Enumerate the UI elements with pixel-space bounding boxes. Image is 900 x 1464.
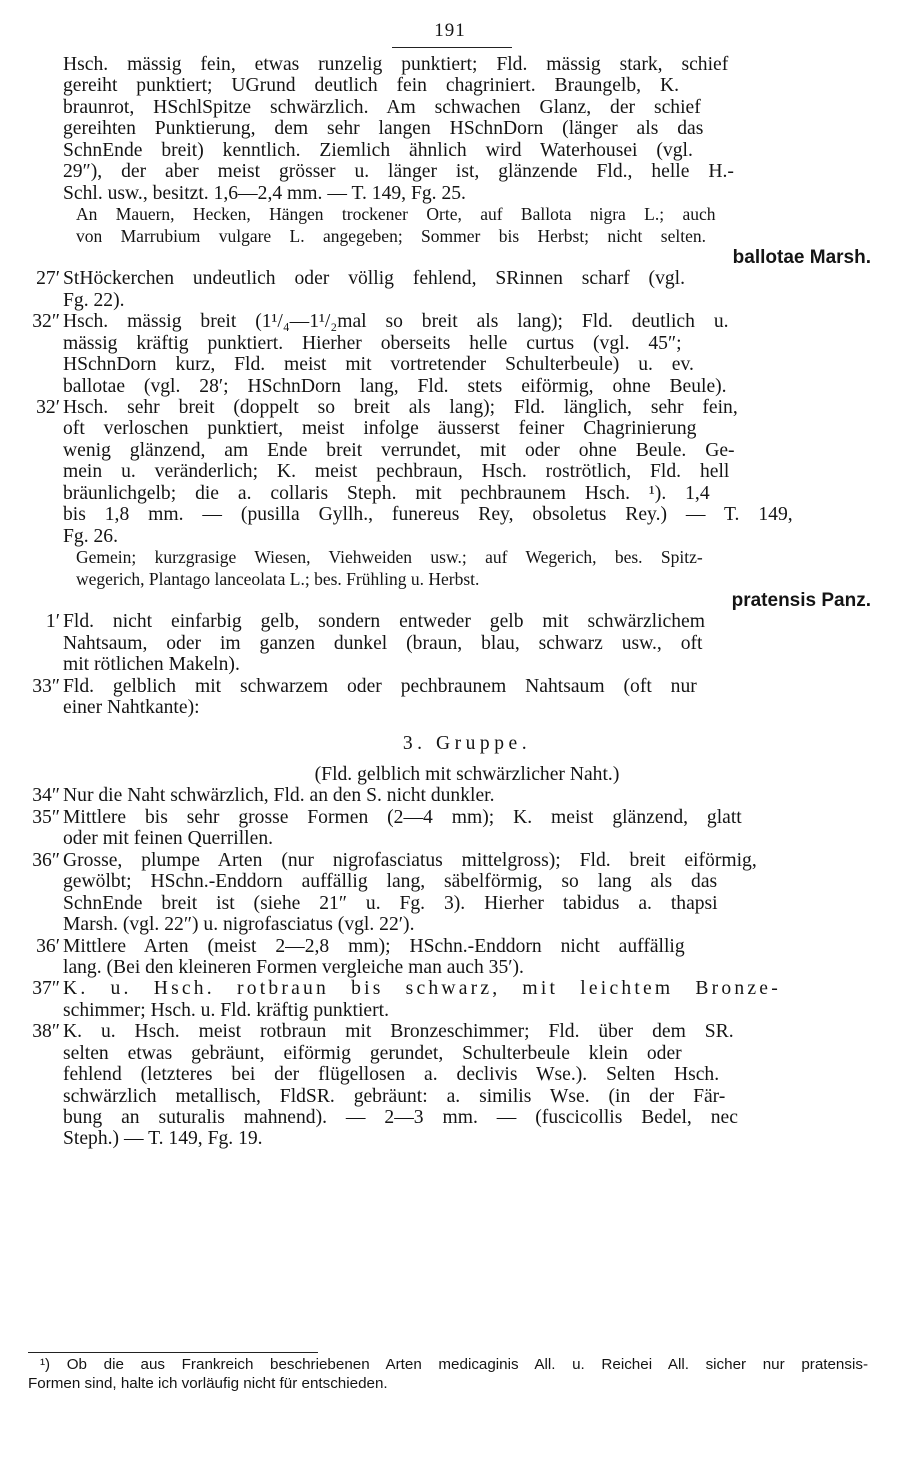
text-line (0, 311, 900, 332)
text-line (0, 590, 900, 611)
footnote-line: ¹) Ob die aus Frankreich beschriebenen Arten medicaginis All. u. Reichei All. sicher nur pratensis- (40, 1356, 868, 1373)
key-text: einer Nahtkante): (63, 697, 200, 719)
footnote (0, 1355, 900, 1393)
text-line (0, 633, 900, 654)
text-line (0, 828, 900, 849)
key-text: fehlend (letzteres bei der flügellosen a. declivis Wse.). Selten Hsch. (63, 1064, 720, 1086)
key-text: oft verloschen punktiert, meist infolge äusserst feiner Chagrinierung (63, 418, 697, 440)
text-line (0, 75, 900, 96)
text-line (0, 483, 900, 504)
key-text: ballotae (vgl. 28′; HSchnDorn lang, Fld. stets eiförmig, ohne Beule). (63, 375, 727, 397)
key-text: mässig kräftig punktiert. Hierher oberseits helle curtus (vgl. 45″; (63, 332, 682, 354)
habitat-note: von Marrubium vulgare L. angegeben; Sommer bis Herbst; nicht selten. (76, 225, 706, 246)
text-line (0, 1021, 900, 1042)
key-text: lang. (Bei den kleineren Formen vergleiche man auch 35′). (63, 956, 524, 978)
key-text: Grosse, plumpe Arten (nur nigrofasciatus mittelgross); Fld. breit eiförmig, (63, 849, 757, 871)
habitat-note: wegerich, Plantago lanceolata L.; bes. Frühling u. Herbst. (76, 568, 480, 589)
key-text: bung an suturalis mahnend). — 2—3 mm. — (fuscicollis Bedel, nec (63, 1107, 738, 1128)
text-line (0, 354, 900, 375)
text-line (0, 376, 900, 397)
text-line (0, 1043, 900, 1064)
key-text: Nur die Naht schwärzlich, Fld. an den S. nicht dunkler. (63, 785, 495, 807)
couplet-number: 1′ (45, 611, 60, 633)
text-line (0, 569, 900, 590)
species-name: pratensis Panz. (731, 589, 871, 611)
key-text: Schl. usw., besitzt. 1,6—2,4 mm. — T. 149, Fg. 25. (63, 182, 466, 204)
key-text: Fld. nicht einfarbig gelb, sondern entweder gelb mit schwärzlichem (63, 611, 705, 633)
couplet-number: 36′ (36, 935, 60, 957)
text-line (0, 697, 900, 718)
text-line (0, 807, 900, 828)
header-rule (392, 47, 512, 48)
spacer (0, 719, 900, 733)
text-line (0, 118, 900, 139)
text-line (0, 764, 900, 785)
key-text: Fg. 22). (63, 289, 125, 311)
text-line (0, 611, 900, 632)
habitat-note: Gemein; kurzgrasige Wiesen, Viehweiden usw.; auf Wegerich, bes. Spitz- (76, 547, 703, 568)
spacer (0, 754, 900, 764)
text-line (0, 440, 900, 461)
key-text: bis 1,8 mm. — (pusilla Gyllh., funereus Rey, obsoletus Rey.) — T. 149, (63, 504, 793, 526)
text-line (0, 226, 900, 247)
key-text: mein u. veränderlich; K. meist pechbraun, Hsch. roströtlich, Fld. hell (63, 461, 730, 483)
key-text: StHöckerchen undeutlich oder völlig fehlend, SRinnen scharf (vgl. (63, 268, 685, 290)
text-line (0, 397, 900, 418)
text-line (0, 140, 900, 161)
text-line (0, 978, 900, 999)
text-line (0, 333, 900, 354)
key-text: Hsch. sehr breit (doppelt so breit als lang); Fld. länglich, sehr fein, (63, 397, 738, 418)
text-line (0, 654, 900, 675)
text-line (0, 183, 900, 204)
key-text: 29″), der aber meist grösser u. länger ist, glänzende Fld., helle H.- (63, 161, 734, 183)
text-line (0, 504, 900, 525)
key-text: Steph.) — T. 149, Fg. 19. (63, 1128, 263, 1150)
key-text: Hsch. mässig breit (1¹/₄—1¹/₂mal so breit als lang); Fld. deutlich u. (63, 311, 729, 333)
key-text: Mittlere bis sehr grosse Formen (2—4 mm); K. meist glänzend, glatt (63, 806, 742, 828)
text-line (0, 785, 900, 806)
couplet-number: 27′ (36, 268, 60, 290)
key-text: K. u. Hsch. meist rotbraun mit Bronzeschimmer; Fld. über dem SR. (63, 1021, 734, 1043)
key-text: SchnEnde breit ist (siehe 21″ u. Fg. 3). Hierher tabidus a. thapsi (63, 892, 718, 914)
couplet-number: 37″ (32, 978, 60, 1000)
couplet-number: 38″ (32, 1021, 60, 1043)
text-line (0, 54, 900, 75)
key-text: wenig glänzend, am Ende breit verrundet, mit oder ohne Beule. Ge- (63, 439, 735, 461)
text-line (0, 1128, 900, 1149)
text-line (0, 418, 900, 439)
text-line (0, 461, 900, 482)
key-text: oder mit feinen Querrillen. (63, 828, 274, 850)
text-line (0, 290, 900, 311)
text-line (0, 526, 900, 547)
text-line (0, 871, 900, 892)
body-text (0, 54, 900, 1150)
footnote-line: Formen sind, halte ich vorläufig nicht für entschieden. (28, 1375, 388, 1392)
habitat-note: An Mauern, Hecken, Hängen trockener Orte, auf Ballota nigra L.; auch (76, 204, 716, 225)
text-line (0, 204, 900, 225)
species-name: ballotae Marsh. (732, 246, 871, 268)
couplet-number: 33″ (32, 675, 60, 697)
text-line (0, 850, 900, 871)
key-text: braunrot, HSchlSpitze schwärzlich. Am schwachen Glanz, der schief (63, 96, 701, 118)
page-number: 191 (434, 20, 466, 41)
text-line (0, 893, 900, 914)
text-line (0, 1000, 900, 1021)
text-line (0, 914, 900, 935)
text-line (0, 676, 900, 697)
text-line (0, 247, 900, 268)
text-line (0, 547, 900, 568)
text-line (0, 1086, 900, 1107)
key-text: schimmer; Hsch. u. Fld. kräftig punktiert. (63, 999, 389, 1021)
text-line (0, 957, 900, 978)
key-text: SchnEnde breit) kenntlich. Ziemlich ähnlich wird Waterhousei (vgl. (63, 139, 693, 161)
key-text: Marsh. (vgl. 22″) u. nigrofasciatus (vgl. 22′). (63, 914, 415, 936)
text-line (0, 1107, 900, 1128)
key-text: gereihten Punktierung, dem sehr langen HSchnDorn (länger als das (63, 118, 704, 140)
key-text: selten etwas gebräunt, eiförmig gerundet, Schulterbeule klein oder (63, 1042, 682, 1064)
key-text: gewölbt; HSchn.-Enddorn auffällig lang, säbelförmig, so lang als das (63, 871, 718, 893)
key-text: K. u. Hsch. rotbraun bis schwarz, mit leichtem Bronze- (63, 978, 781, 1000)
couplet-number: 35″ (32, 806, 60, 828)
text-line (0, 1064, 900, 1085)
group-heading: 3. Gruppe. (402, 732, 532, 754)
key-text: bräunlichgelb; die a. collaris Steph. mit pechbraunem Hsch. ¹). 1,4 (63, 482, 710, 504)
text-line (0, 936, 900, 957)
group-subheading: (Fld. gelblich mit schwärzlicher Naht.) (314, 764, 620, 785)
key-text: mit rötlichen Makeln). (63, 654, 240, 676)
key-text: Mittlere Arten (meist 2—2,8 mm); HSchn.-Enddorn nicht auffällig (63, 935, 685, 957)
text-line (0, 161, 900, 182)
key-text: Fg. 26. (63, 525, 118, 547)
key-text: Fld. gelblich mit schwarzem oder pechbraunem Nahtsaum (oft nur (63, 675, 697, 697)
couplet-number: 36″ (32, 849, 60, 871)
text-line (0, 268, 900, 289)
key-text: gereiht punktiert; UGrund deutlich fein chagriniert. Braungelb, K. (63, 75, 679, 97)
key-text: HSchnDorn kurz, Fld. meist mit vortretender Schulterbeule) u. ev. (63, 354, 694, 376)
footnote-rule (28, 1352, 318, 1353)
key-text: schwärzlich metallisch, FldSR. gebräunt: a. similis Wse. (in der Fär- (63, 1085, 726, 1107)
key-text: Hsch. mässig fein, etwas runzelig punktiert; Fld. mässig stark, schief (63, 54, 729, 75)
text-line (0, 97, 900, 118)
couplet-number: 34″ (32, 785, 60, 807)
text-line (0, 733, 900, 754)
couplet-number: 32″ (32, 311, 60, 333)
key-text: Nahtsaum, oder im ganzen dunkel (braun, blau, schwarz usw., oft (63, 632, 703, 654)
couplet-number: 32′ (36, 397, 60, 418)
